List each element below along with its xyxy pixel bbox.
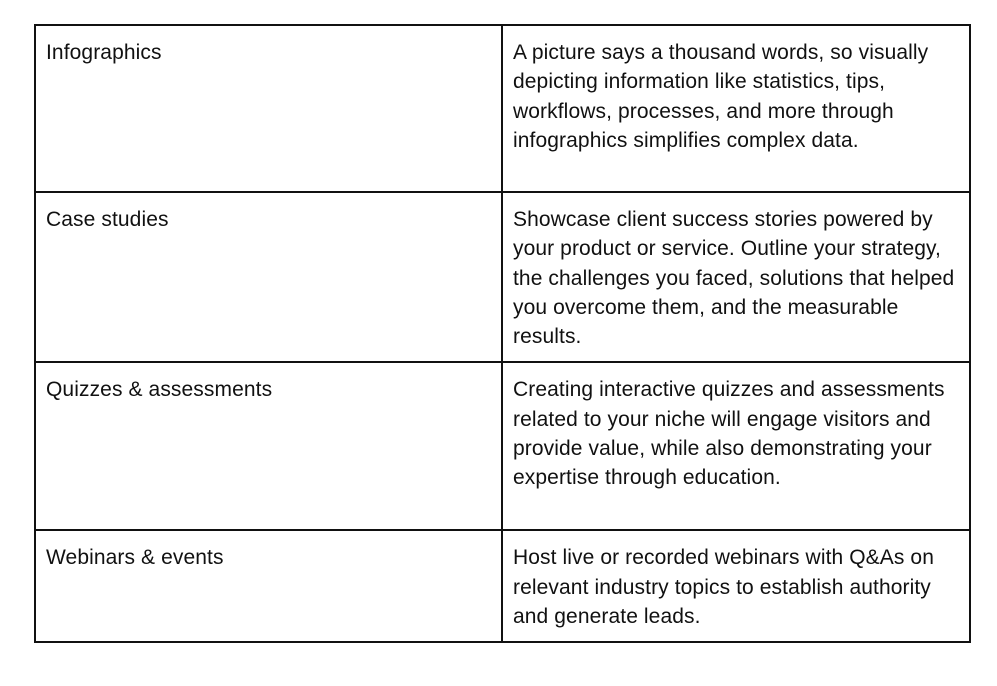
row-description: Host live or recorded webinars with Q&As on relevant industry topics to establish authority and generate leads.	[502, 530, 970, 642]
row-term: Infographics	[35, 25, 502, 192]
row-description: Creating interactive quizzes and assessments related to your niche will engage visitors and provide value, while also demonstrating your expertise through education.	[502, 362, 970, 530]
table-row	[35, 530, 970, 642]
content-types-table	[34, 24, 971, 643]
row-term: Case studies	[35, 192, 502, 362]
row-term: Quizzes & assessments	[35, 362, 502, 530]
table-row	[35, 362, 970, 530]
table-row	[35, 192, 970, 362]
row-description: A picture says a thousand words, so visually depicting information like statistics, tips, workflows, processes, and more through infographics simplifies complex data.	[502, 25, 970, 192]
table-row	[35, 25, 970, 192]
row-term: Webinars & events	[35, 530, 502, 642]
row-description: Showcase client success stories powered by your product or service. Outline your strategy, the challenges you faced, solutions that helped you overcome them, and the measurable results.	[502, 192, 970, 362]
